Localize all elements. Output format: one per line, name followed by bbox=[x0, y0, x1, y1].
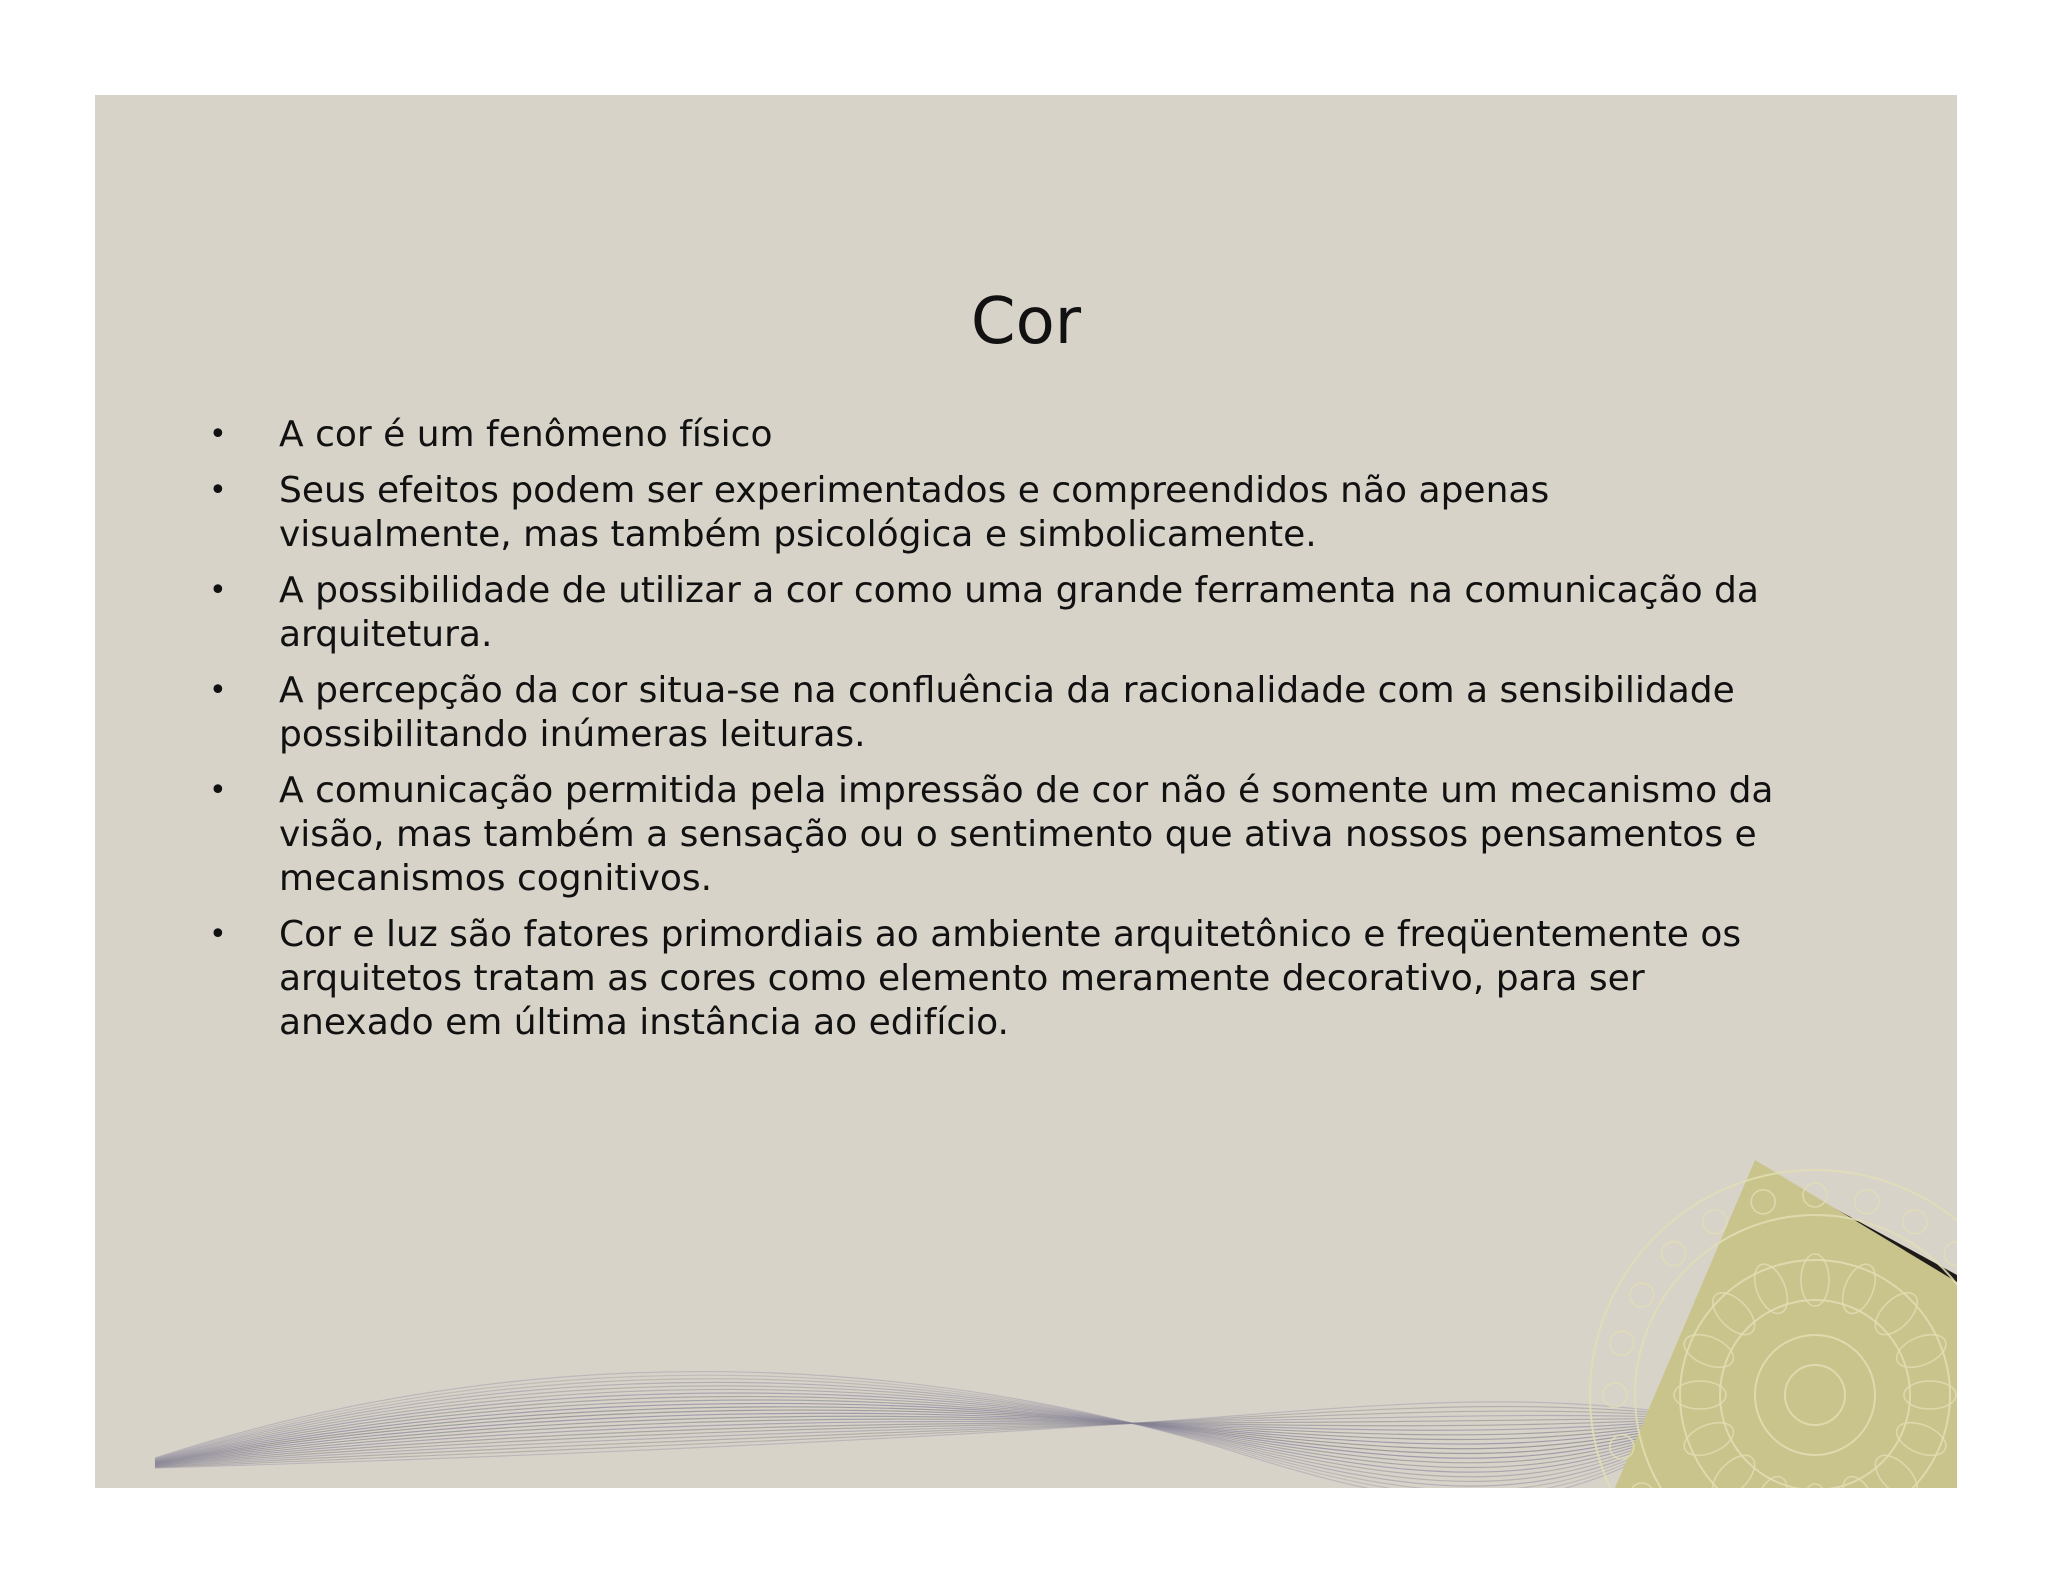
list-item bbox=[95, 769, 1774, 901]
bullet-text-line: A possibilidade de utilizar a cor como uma grande ferramenta na comunicação da bbox=[279, 570, 1759, 611]
bullet-text-line: visualmente, mas também psicológica e simbolicamente. bbox=[279, 514, 1317, 555]
list-item bbox=[95, 669, 1735, 757]
bullet-text-line: anexado em última instância ao edifício. bbox=[279, 1002, 1009, 1043]
bullet-text-line: mecanismos cognitivos. bbox=[279, 858, 713, 899]
bullet-icon: • bbox=[209, 773, 227, 808]
bullet-icon: • bbox=[209, 573, 227, 608]
bullet-icon: • bbox=[209, 673, 227, 708]
bullet-icon: • bbox=[209, 417, 227, 452]
bullet-list bbox=[95, 413, 1774, 1057]
bullet-text-line: arquitetos tratam as cores como elemento meramente decorativo, para ser bbox=[279, 958, 1645, 999]
mandala-ornament-icon bbox=[1590, 1160, 1957, 1488]
bullet-text-line: visão, mas também a sensação ou o sentimento que ativa nossos pensamentos e bbox=[279, 814, 1757, 855]
list-item bbox=[95, 413, 1725, 457]
bullet-icon: • bbox=[209, 473, 227, 508]
list-item bbox=[95, 913, 1742, 1045]
bullet-text-line: A comunicação permitida pela impressão de cor não é somente um mecanismo da bbox=[279, 770, 1774, 811]
bullet-text-line: arquitetura. bbox=[279, 614, 493, 655]
bullet-text-line: Seus efeitos podem ser experimentados e compreendidos não apenas bbox=[279, 470, 1550, 511]
list-item bbox=[95, 469, 1725, 557]
bullet-text-line: Cor e luz são fatores primordiais ao ambiente arquitetônico e freqüentemente os bbox=[279, 914, 1742, 955]
bullet-text-line: A cor é um fenômeno físico bbox=[279, 414, 773, 455]
bullet-icon: • bbox=[209, 917, 227, 952]
bullet-text-line: A percepção da cor situa-se na confluência da racionalidade com a sensibilidade bbox=[279, 670, 1735, 711]
bullet-text-line: possibilitando inúmeras leituras. bbox=[279, 714, 866, 755]
slide-title: Cor bbox=[970, 285, 1082, 359]
list-item bbox=[95, 569, 1759, 657]
wave-lines-icon bbox=[155, 1345, 1815, 1488]
slide bbox=[95, 95, 1957, 1488]
